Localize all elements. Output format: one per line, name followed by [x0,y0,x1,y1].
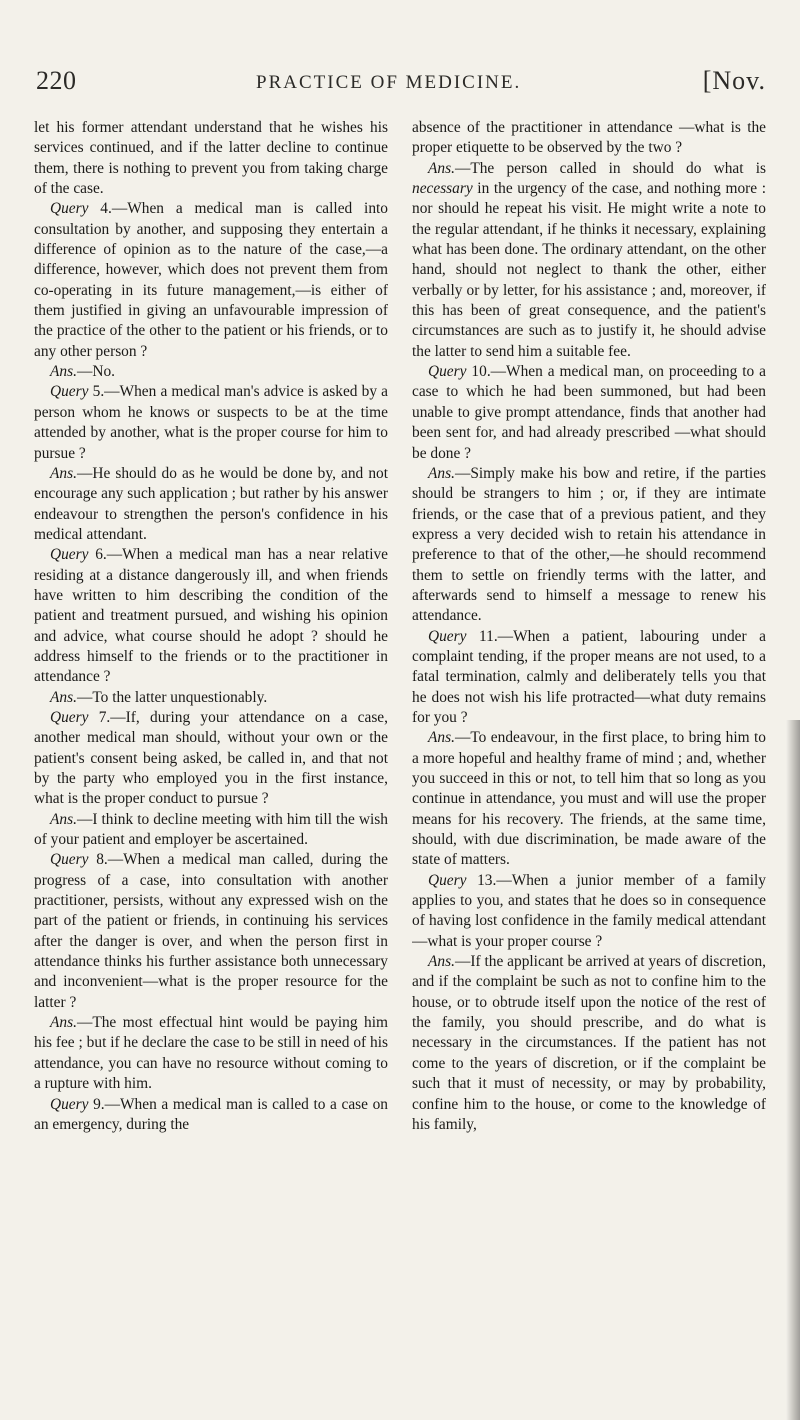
answer-7: Ans.—I think to decline meeting with him till the wish of your patient and employer be ascertained. [34,810,388,849]
running-head [36,66,766,106]
query-5: Query 5.—When a medical man's advice is asked by a person whom he knows or suspects to be at the time attended by another, what is the proper course for him to pursue ? [34,383,388,462]
query-label: Query [50,851,89,869]
answer-10: Ans.—Simply make his bow and retire, if the parties should be strangers to him ; or, if they are intimate friends, or the case that of a previous patient, and they express a very decided wish to retain his attendance in preference to that of the other,—he should recommend them to settle on friendly terms with the latter, and afterwards send to himself a message to renew his attendance. [412,464,766,625]
query-label: Query [50,200,89,218]
answer-label: Ans. [50,464,77,482]
query-13: Query 13.—When a junior member of a family applies to you, and states that he does so in consequence of having lost confidence in the family medical attendant—what is your proper course ? [412,871,766,950]
query-6: Query 6.—When a medical man has a near relative residing at a distance dangerously ill, and when friends have written to him describing the condition of the patient and treatment pursued, and wishing his opinion and advice, what course should he adopt ? should he address himself to the friends or to the practitioner in attendance ? [34,546,388,686]
answer-label: Ans. [50,1014,77,1032]
emphasis: necessary [412,180,473,198]
query-8: Query 8.—When a medical man called, during the progress of a case, into consultation with another practitioner, persists, without any expressed wish on the part of the patient or friends, in continuing his services after the danger is over, and when the person first in attendance thinks his further assistance both unnecessary and inconvenient—what is the proper resource for the latter ? [34,851,388,1011]
query-label: Query [428,871,467,889]
query-7: Query 7.—If, during your attendance on a case, another medical man should, without your own or the patient's consent being asked, be called in, and that not by the party who employed you in the first instance, what is the proper conduct to pursue ? [34,708,388,808]
text-columns [34,118,772,1408]
answer-label: Ans. [428,953,455,971]
running-title: PRACTICE OF MEDICINE. [256,72,522,93]
answer-11: Ans.—To endeavour, in the first place, to bring him to a more hopeful and healthy frame of mind ; and, whether you succeed in this or not, to tell him that so long as you continue in attendance, you must and will use the proper means for his recovery. The friends, at the same time, should, with due discrimination, be made aware of the state of matters. [412,729,766,869]
query-label: Query [50,383,89,401]
answer-label: Ans. [50,363,77,381]
query-10: Query 10.—When a medical man, on proceeding to a case to which he had been summoned, but had been unable to give prompt attendance, finds that another had been sent for, and had already prescribed —what should be done ? [412,363,766,462]
page-number: 220 [36,66,77,95]
paragraph-intro: let his former attendant understand that he wishes his services continued, and if the latter decline to continue them, there is nothing to prevent you from taking charge of the case. [34,119,388,198]
answer-6: Ans.—To the latter unquestionably. [50,688,268,706]
answer-label: Ans. [50,810,77,828]
paragraph-continued: absence of the practitioner in attendance —what is the proper etiquette to be observed by the two ? [412,119,766,157]
running-month: [Nov. [702,66,766,95]
answer-label: Ans. [428,159,455,177]
answer-5: Ans.—He should do as he would be done by, and not encourage any such application ; but rather by his answer endeavour to strengthen the person's confidence in his medical attendant. [34,464,388,543]
right-column [412,118,766,1408]
answer-label: Ans. [428,729,455,747]
query-label: Query [50,546,89,564]
answer-13: Ans.—If the applicant be arrived at years of discretion, and if the complaint be such as not to confine him to the house, or to obtrude itself upon the notice of the rest of the family, you should prescribe, and do what is necessary in the circumstances. If the patient has not come to the years of discretion, or if the complaint be such that it must of necessity, or may by probability, confine him to the house, or come to the knowledge of his family, [412,953,766,1133]
query-label: Query [428,627,467,645]
query-4: Query 4.—When a medical man is called into consultation by another, and supposing they entertain a difference of opinion as to the nature of the case,—a difference, however, which does not prevent them from co-operating in its future management,—is either of them justified in giving an unfavourable impression of the practice of the other to the patient or his friends, or to any other person ? [34,200,388,360]
answer-8: Ans.—The most effectual hint would be paying him his fee ; but if he declare the case to be still in need of his attendance, you can have no resource without coming to a rupture with him. [34,1014,388,1093]
left-column [34,118,388,1408]
answer-4: Ans.—No. [50,363,115,381]
query-label: Query [428,363,467,381]
query-label: Query [50,708,89,726]
query-11: Query 11.—When a patient, labouring under a complaint tending, if the proper means are not used, to a fatal termination, calmly and deliberately tells you that he does not wish his life protracted—what duty remains for you ? [412,627,766,726]
query-9: Query 9.—When a medical man is called to a case on an emergency, during the [34,1095,388,1133]
answer-label: Ans. [428,464,455,482]
query-label: Query [50,1095,89,1113]
answer-9: Ans.—The person called in should do what is necessary in the urgency of the case, and nothing more : nor should he repeat his visit. He might write a note to the regular attendant, if he thinks it necessary, explaining what has been done. The ordinary attendant, on the other hand, should not neglect to thank the other, either verbally or by letter, for his assistance ; and, moreover, if this has been of great consequence, and the patient's circumstances are such as to justify it, he should advise the latter to send him a suitable fee. [412,159,766,360]
answer-label: Ans. [50,688,77,706]
page-edge-shadow [786,720,800,1420]
